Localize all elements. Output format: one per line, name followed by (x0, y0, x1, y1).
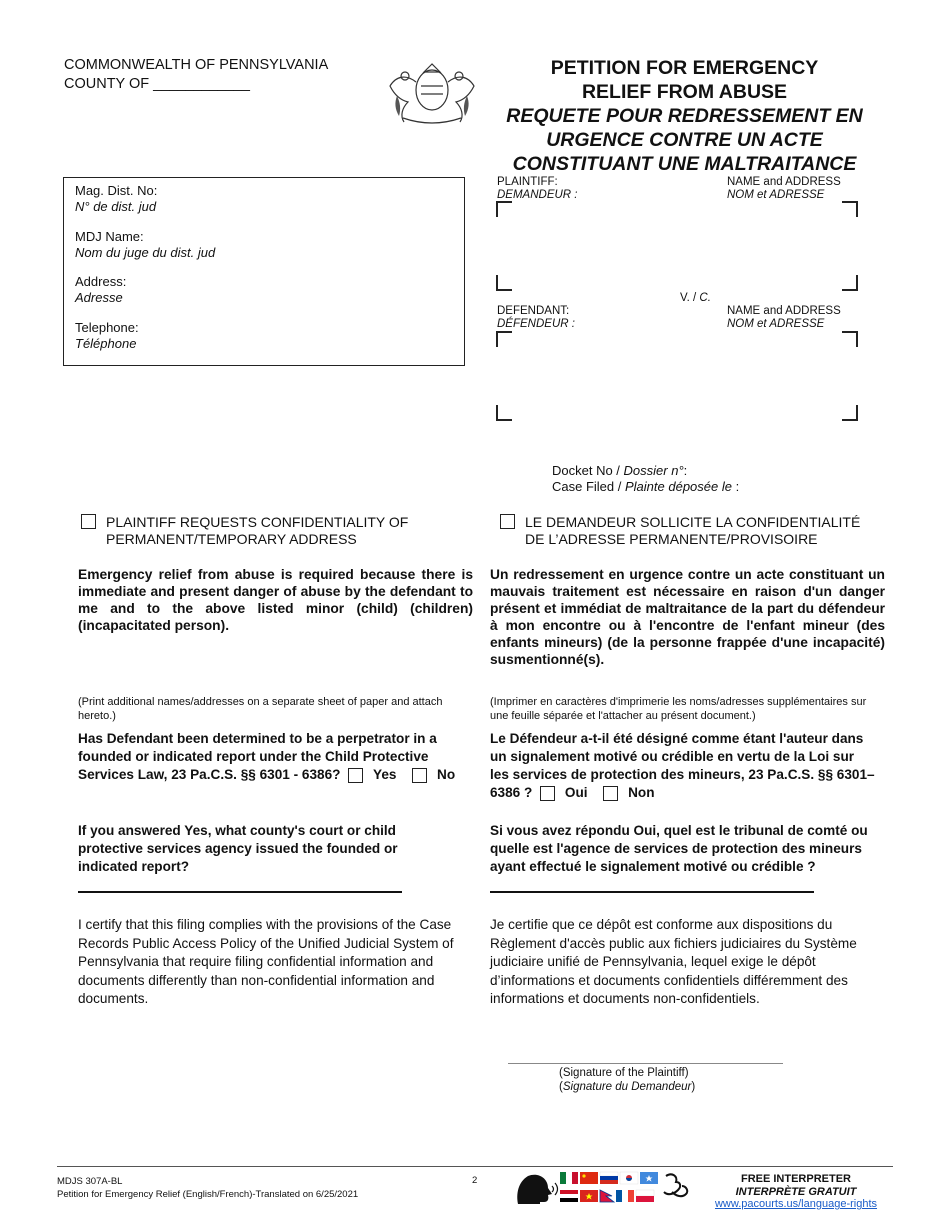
county-answer-line-fr[interactable] (490, 891, 814, 893)
court-header (64, 56, 328, 94)
certify-text-fr: judiciaire unifié de Pennsylvania, lequel exige le dépôt (490, 954, 816, 969)
docket-colon: : (683, 463, 688, 478)
signature-label (559, 1066, 695, 1094)
yes-label: Yes (373, 767, 397, 782)
certify-text: documents. (78, 991, 149, 1006)
interpreter-notice (706, 1173, 886, 1211)
no-checkbox[interactable] (412, 768, 427, 783)
perpetrator-text-fr: un signalement motivé ou crédible en vertu de la Loi sur (490, 749, 855, 764)
mdj-name-label: MDJ Name: (75, 229, 144, 244)
bracket-corner (496, 405, 512, 421)
confidentiality-text-en: PLAINTIFF REQUESTS CONFIDENTIALITY OF (106, 514, 409, 530)
address-label: Address: (75, 274, 127, 289)
title-en-line: RELIEF FROM ABUSE (581, 81, 788, 103)
title-fr-line: CONSTITUANT UNE MALTRAITANCE (512, 153, 857, 175)
perpetrator-text-fr: les services de protection des mineurs, 23 Pa.C.S. §§ 6301– (490, 767, 875, 782)
address-label-fr: Adresse (75, 290, 123, 305)
perpetrator-question-en (78, 730, 478, 784)
signature-label-fr: Signature du Demandeur (562, 1081, 692, 1093)
filed-label-en: Case Filed / (552, 478, 622, 494)
plaintiff-label-fr: DEMANDEUR : (497, 189, 578, 201)
defendant-address-area[interactable] (496, 331, 858, 421)
certification-fr (490, 916, 890, 1009)
title-en-line: PETITION FOR EMERGENCY (550, 57, 819, 79)
name-address-en: NAME and ADDRESS (727, 305, 841, 317)
confidentiality-text-fr: DE L’ADRESSE PERMANENTE/PROVISOIRE (525, 530, 818, 547)
name-address-fr: NOM et ADRESSE (727, 189, 825, 201)
interpreter-en: FREE INTERPRETER (740, 1173, 851, 1185)
telephone-label: Telephone: (75, 320, 139, 335)
perpetrator-question-fr (490, 730, 890, 802)
footer-form-info (57, 1175, 358, 1201)
emergency-statement-en: Emergency relief from abuse is required because there is immediate and present danger of abuse by the defendant to me and to the above listed minor (child) (children) (incapacitated person). (78, 567, 473, 633)
mag-dist-field[interactable] (75, 183, 157, 215)
title-fr-line: URGENCE CONTRE UN ACTE (546, 129, 823, 151)
plaintiff-name-address-label (727, 176, 841, 202)
non-checkbox[interactable] (603, 786, 618, 801)
county-question-text-fr: ayant effectué le signalement motivé ou crédible ? (490, 859, 816, 874)
certification-en (78, 916, 478, 1009)
certify-text: Records Public Access Policy of the Unified Judicial System of (78, 935, 454, 951)
county-question-en (78, 822, 478, 876)
mag-dist-label-fr: N° de dist. jud (75, 199, 157, 214)
defendant-label (497, 305, 575, 331)
form-id: MDJS 307A-BL (57, 1176, 123, 1187)
mdj-name-field[interactable] (75, 229, 215, 261)
magistrate-info-box (63, 177, 465, 366)
telephone-field[interactable] (75, 320, 139, 352)
filed-label-fr: Plainte déposée le (625, 478, 732, 494)
telephone-label-fr: Téléphone (75, 336, 137, 351)
interpreter-fr: INTERPRÈTE GRATUIT (735, 1185, 857, 1198)
perpetrator-text: Has Defendant been determined to be a perpetrator in a (78, 731, 437, 746)
confidentiality-text-en: PERMANENT/TEMPORARY ADDRESS (106, 530, 357, 547)
page-number: 2 (472, 1175, 478, 1186)
versus-label (680, 292, 711, 305)
footer-divider (57, 1166, 893, 1167)
certify-text-fr: Règlement d'accès public aux fichiers judiciaires du Système (490, 935, 857, 951)
confidentiality-fr (500, 514, 860, 547)
certify-text: I certify that this filing complies with the provisions of the Case (78, 917, 452, 932)
plaintiff-address-area[interactable] (496, 201, 858, 291)
mdj-name-label-fr: Nom du juge du dist. jud (75, 245, 216, 260)
docket-number-field[interactable] (552, 463, 739, 479)
language-flags-icon (514, 1168, 700, 1208)
pennsylvania-seal-icon (383, 56, 481, 128)
perpetrator-text: founded or indicated report under the Child Protective (78, 749, 429, 764)
signature-paren: ( (559, 1081, 563, 1093)
commonwealth-label: COMMONWEALTH OF PENNSYLVANIA (64, 57, 329, 73)
certify-text: Pennsylvania that require filing confidential information and (78, 954, 434, 969)
bracket-corner (496, 331, 512, 347)
language-rights-link[interactable]: www.pacourts.us/language-rights (714, 1198, 878, 1210)
plaintiff-label-en: PLAINTIFF: (497, 176, 558, 188)
certify-text: documents differently than non-confidential information and (78, 972, 435, 988)
perpetrator-text-fr: Le Défendeur a-t-il été désigné comme étant l'auteur dans (490, 731, 864, 746)
name-address-en: NAME and ADDRESS (727, 176, 841, 188)
county-question-text-fr: Si vous avez répondu Oui, quel est le tribunal de comté ou (490, 823, 868, 838)
oui-label: Oui (564, 785, 588, 800)
case-filed-field[interactable] (552, 479, 739, 495)
defendant-label-fr: DÉFENDEUR : (497, 318, 575, 330)
perpetrator-text-fr: 6386 ? (490, 785, 533, 800)
county-question-text: protective services agency issued the founded or (78, 841, 398, 856)
county-question-text: indicated report? (78, 859, 190, 874)
bracket-corner (496, 201, 512, 217)
plaintiff-label (497, 176, 578, 202)
county-question-fr (490, 822, 890, 876)
docket-label-en: Docket No / (552, 463, 620, 478)
confidentiality-checkbox[interactable] (81, 514, 96, 529)
signature-line[interactable] (508, 1063, 783, 1064)
no-label: No (437, 767, 456, 782)
mag-dist-label: Mag. Dist. No: (75, 183, 158, 198)
county-answer-line[interactable] (78, 891, 402, 893)
certify-text-fr: informations et documents non-confidentiels. (490, 991, 760, 1006)
versus-en: V. / (680, 292, 697, 304)
confidentiality-checkbox-fr[interactable] (500, 514, 515, 529)
bracket-corner (842, 331, 858, 347)
defendant-name-address-label (727, 305, 841, 331)
county-question-text-fr: quelle est l'agence de services de protection des mineurs (490, 841, 862, 856)
versus-fr: C. (699, 292, 711, 304)
bracket-corner (842, 275, 858, 291)
name-address-fr: NOM et ADRESSE (727, 318, 825, 330)
form-title (488, 56, 881, 176)
certify-text-fr: d’informations et documents confidentiels différemment des (490, 972, 848, 988)
bracket-corner (496, 275, 512, 291)
confidentiality-en (81, 514, 408, 547)
form-description: Petition for Emergency Relief (English/French)-Translated on 6/25/2021 (57, 1189, 359, 1200)
defendant-label-en: DEFENDANT: (497, 305, 570, 317)
perpetrator-text: Services Law, 23 Pa.C.S. §§ 6301 - 6386? (78, 767, 341, 782)
bracket-corner (842, 201, 858, 217)
docket-label-fr: Dossier n° (623, 463, 684, 478)
docket-info (552, 463, 739, 494)
non-label: Non (628, 785, 655, 800)
additional-names-note-fr: (Imprimer en caractères d'imprimerie les noms/adresses supplémentaires sur une feuille séparée et l'attacher au présent document.) (490, 696, 867, 722)
oui-checkbox[interactable] (540, 786, 555, 801)
filed-colon: : (731, 478, 740, 494)
signature-paren: ) (691, 1081, 696, 1093)
emergency-statement-fr: Un redressement en urgence contre un acte constituant un mauvais traitement est nécessaire en raison d'un danger présent et immédiat de maltraitance de la part du défendeur à mon encontre ou à l'encontre de l'enfant mineur (des enfants mineurs) (de la personne frappée d'une incapacité) susmentionné(s). (490, 567, 885, 667)
county-question-text: If you answered Yes, what county's court or child (78, 823, 396, 838)
confidentiality-text-fr: LE DEMANDEUR SOLLICITE LA CONFIDENTIALITÉ (525, 514, 861, 530)
county-label: COUNTY OF ____________ (64, 76, 250, 92)
certify-text-fr: Je certifie que ce dépôt est conforme aux dispositions du (490, 917, 833, 932)
address-field[interactable] (75, 274, 126, 306)
yes-checkbox[interactable] (348, 768, 363, 783)
title-fr-line: REQUETE POUR REDRESSEMENT EN (506, 105, 863, 127)
additional-names-note-en: (Print additional names/addresses on a separate sheet of paper and attach hereto.) (78, 696, 443, 722)
bracket-corner (842, 405, 858, 421)
signature-label-en: (Signature of the Plaintiff) (559, 1067, 689, 1079)
